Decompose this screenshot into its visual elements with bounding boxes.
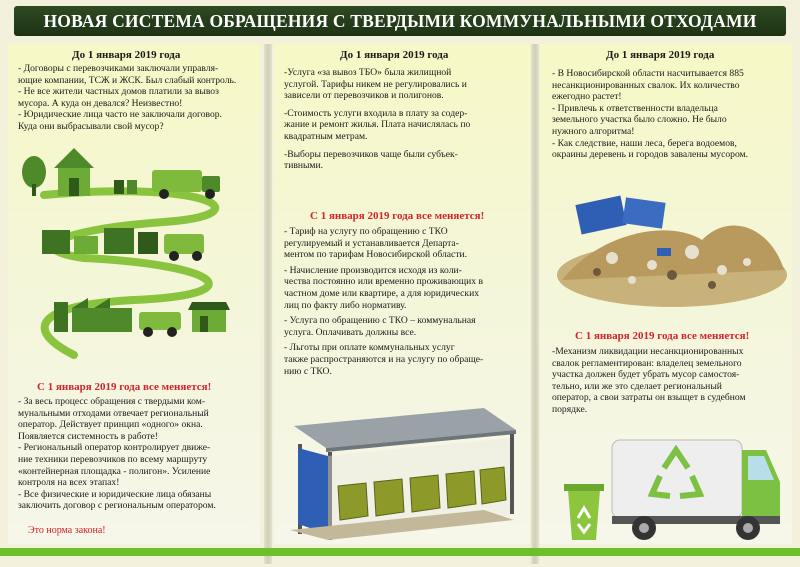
container-site-illustration bbox=[284, 404, 520, 544]
title-banner bbox=[14, 6, 786, 36]
col1-heading: До 1 января 2019 года bbox=[72, 49, 181, 61]
bottom-accent-bar bbox=[0, 548, 800, 556]
col1-text: - Договоры с перевозчиками заключали управля- ющие компании, ТСЖ и ЖСК. Был слабый контроль. - Не все жители частных домов платили за вывоз мусора. А куда он девался? Неизвестно! - Юридические лица часто не заключали договор. Куда они выбрасывали свой мусор? bbox=[18, 63, 237, 132]
col3-heading-2: С 1 января 2019 года все меняется! bbox=[575, 330, 750, 342]
law-note: Это норма закона! bbox=[28, 525, 106, 536]
col3-heading: До 1 января 2019 года bbox=[606, 49, 715, 61]
col2-heading: До 1 января 2019 года bbox=[340, 49, 449, 61]
col1-heading-2: С 1 января 2019 года все меняется! bbox=[37, 381, 212, 393]
col3-text: - В Новосибирской области насчитывается 885 несанкционированных свалок. Их количество ежегодно растет! - Привлечь к ответственности владельца земельного участка было сложно. Не было нужного алгоритма! - Как следствие, наши леса, берега водоемов, окраины деревень и городов завалены мусором. bbox=[552, 68, 749, 161]
col1-text-2: - За весь процесс обращения с твердыми ком- мунальными отходами отвечает региональный оператор. Действует принцип «одного» окна. Появляется системность в работе! - Региональный оператор контролирует движе- ние техники перевозчиков по всему маршруту «контейнерная площадка - полигон». Усиление контроля на всех этапах! - Все физические и юридические лица обязаны заключить договор с региональным оператором. bbox=[18, 396, 216, 512]
col2-text-2: - Тариф на услугу по обращению с ТКО регулируемый и устанавливается Департа- ментом по тарифам Новосибирской области. - Начисление производится исходя из коли- чества постоянно или временно проживающих в частном доме или квартире, а для юридических лиц по факту либо нормативу. - Услуга по обращению с ТКО – коммунальная услуга. Оплачивать должны все. - Льготы при оплате коммунальных услуг также распространяются и на услугу по обраще- нию с ТКО. bbox=[284, 226, 484, 377]
col3-text-2: -Механизм ликвидации несанкционированных свалок регламентирован: владелец земельного участка должен будет убрать мусор самостоя- тельно, или же это сделает региональный оператор, а свои затраты он взыщет в судебном порядке. bbox=[552, 346, 746, 415]
fold-line bbox=[264, 44, 272, 564]
illegal-dump-illustration bbox=[552, 170, 788, 310]
col2-heading-2: С 1 января 2019 года все меняется! bbox=[310, 210, 485, 222]
fold-line bbox=[531, 44, 539, 564]
waste-cycle-illustration bbox=[14, 140, 259, 372]
col2-text: -Услуга «за вывоз ТБО» была жилищной услугой. Тарифы никем не регулировались и зависели от перевозчиков и полигонов. -Стоимость услуги входила в плату за содер- жание и ремонт жилья. Плата начислялась по квадратным метрам. -Выборы перевозчиков чаще были субъек- тивными. bbox=[284, 67, 471, 172]
page-title: НОВАЯ СИСТЕМА ОБРАЩЕНИЯ С ТВЕРДЫМИ КОММУНАЛЬНЫМИ ОТХОДАМИ bbox=[43, 10, 757, 31]
garbage-truck-illustration bbox=[552, 420, 788, 546]
